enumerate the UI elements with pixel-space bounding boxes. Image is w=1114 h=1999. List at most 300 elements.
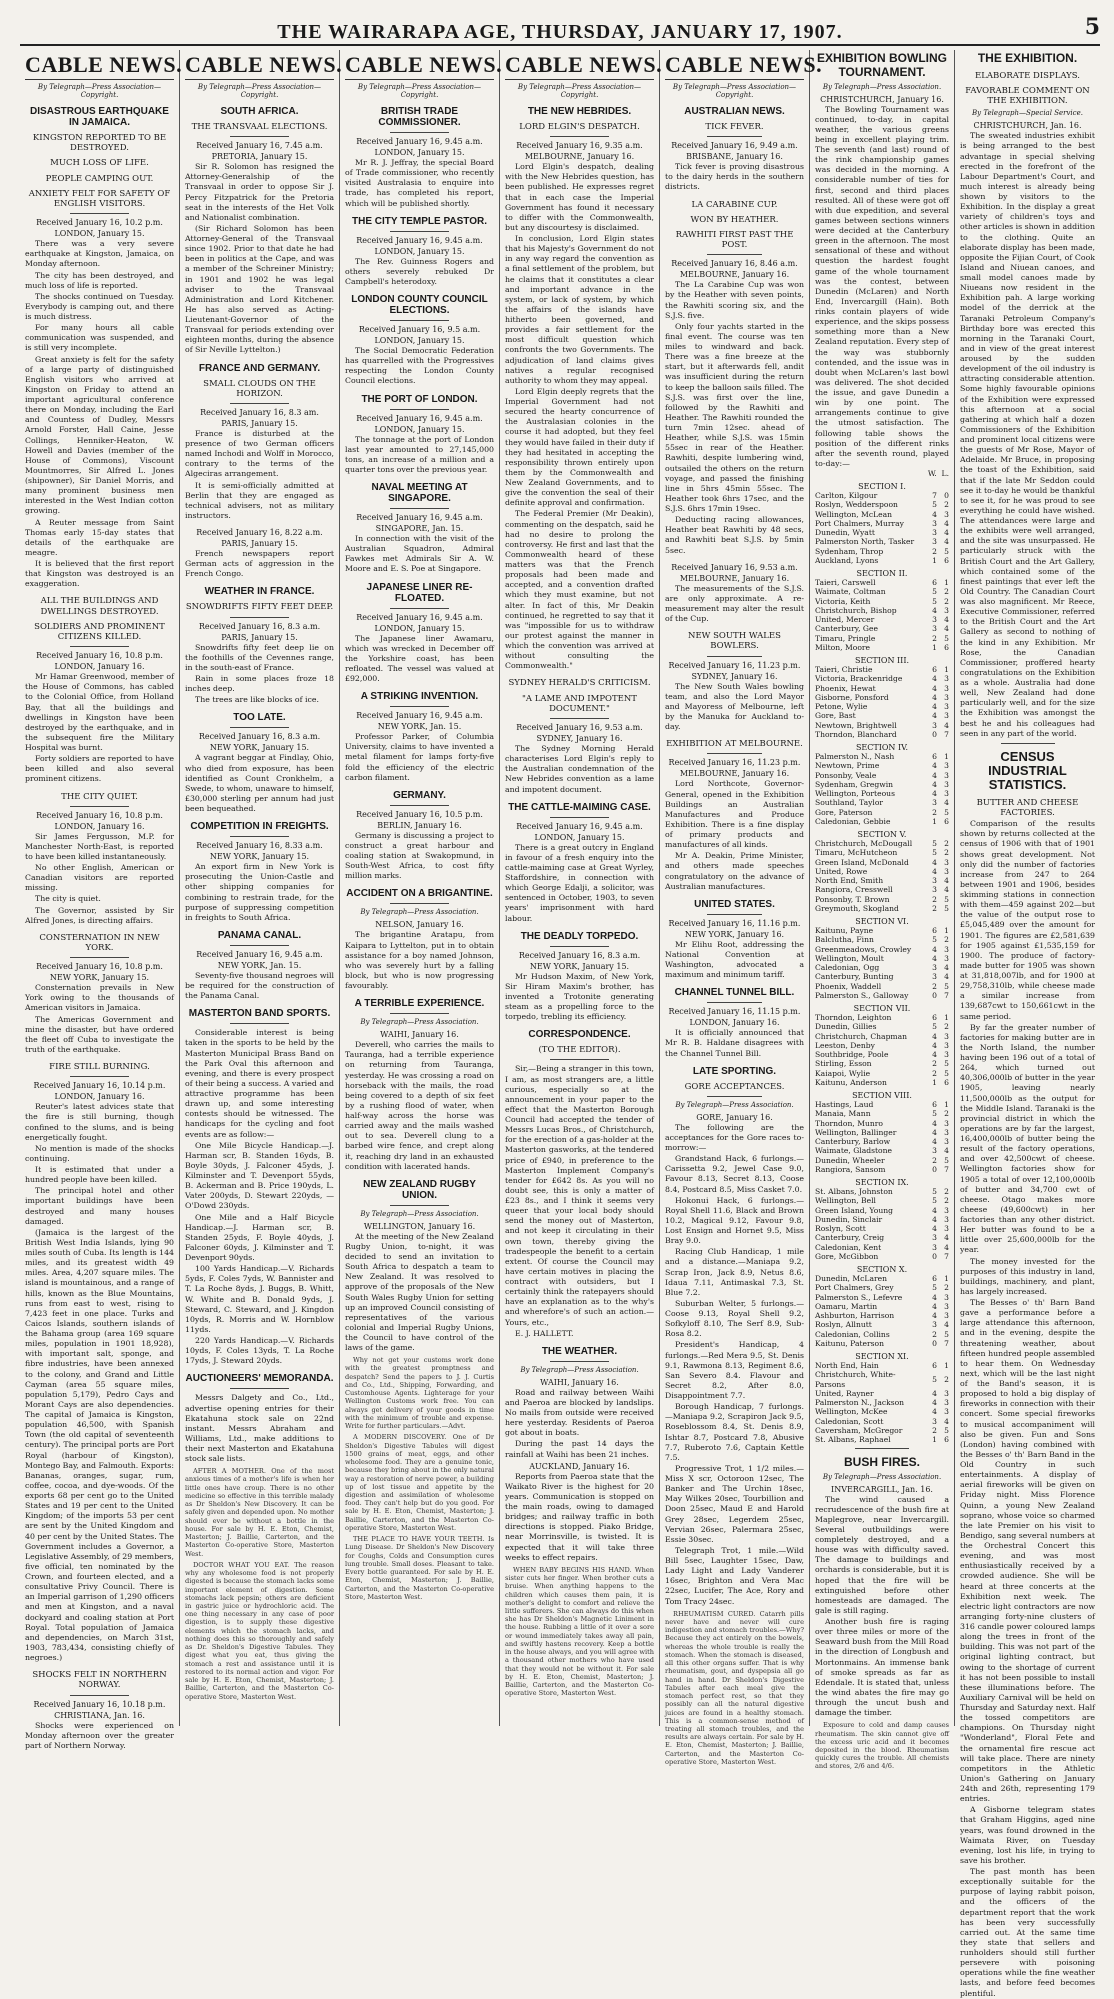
article-measurements bbox=[665, 563, 804, 625]
divider bbox=[390, 320, 450, 321]
wins: 2 bbox=[932, 1059, 937, 1069]
standings-row bbox=[815, 1100, 949, 1109]
wins: 4 bbox=[932, 1398, 937, 1408]
dateline: SYDNEY, January 16. bbox=[691, 671, 778, 681]
club-skip: Caledonian, Kent bbox=[815, 1242, 882, 1252]
losses-label: L. bbox=[941, 469, 949, 479]
club-skip: Balclutha, Finn bbox=[815, 935, 874, 945]
standings-row bbox=[815, 587, 949, 596]
advertisement: Exposure to cold and damp causes rheumatism. The skin cannot give off the excess uric acid and it becomes deposited in the blood. Rheumatism quickly cures the trouble. All chemists and stores, 2/6 and 4/6. bbox=[815, 1721, 949, 1771]
dateline: NEW YORK, January 15. bbox=[529, 961, 630, 971]
standings-row bbox=[815, 1078, 949, 1087]
divider bbox=[390, 508, 450, 509]
wins: 4 bbox=[932, 866, 937, 876]
losses: 3 bbox=[944, 1311, 949, 1321]
wins: 4 bbox=[932, 1388, 937, 1398]
losses: 5 bbox=[944, 903, 949, 913]
article-subheading: ALL THE BUILDINGS AND DWELLINGS DESTROYED. bbox=[40, 596, 159, 617]
paragraph: Progressive Trot, 1 1/2 miles.—Miss X scr, Octoroon 12sec, The Banker and The Urchin 18sec, May Wilkes 20sec, Tourbillion and Doon 25sec, Maud E and Harold Grey 28sec, Legerdem 25sec, Vervian 26sec, Palermara 25sec, Essie 30sec. bbox=[665, 1463, 804, 1544]
club-skip: Wellington, Porteous bbox=[815, 789, 895, 799]
wins: 2 bbox=[932, 633, 937, 643]
wins: 3 bbox=[932, 1416, 937, 1426]
article-title: BUSH FIRES. bbox=[843, 1455, 920, 1470]
wins: 4 bbox=[932, 1407, 937, 1417]
dateline: LONDON, January 15. bbox=[374, 623, 465, 633]
wins: 0 bbox=[932, 729, 937, 739]
club-skip: Wellington, McLean bbox=[815, 509, 893, 519]
wins: 5 bbox=[932, 1374, 937, 1384]
paragraph: A Reuter message from Saint Thomas early 15-day states that details of the earthquake are meagre. bbox=[25, 517, 174, 557]
advertisement: DOCTOR WHAT YOU EAT. The reason why any wholesome food is not properly digested is because the stomach lacks some important element of digestion. Some stomachs lack pepsin; others are deficient in gastric juice or hydrochloric acid. The one thing necessary in any case of poor digestion, is to supply these digestive elements which the stomach lacks, and nothing does this so thoroughly and safely as Dr. Sheldon's Digestive Tabules. They digest what you eat, thus giving the stomach a rest and assistance until it is restored to its normal action and vigor. For sale by H. E. Eton, Chemist, Masterton; J. Baillie, Carterton, and the Masterton Co-operative Store, Masterton West. bbox=[185, 1560, 334, 1701]
club-skip: Ashburton, Harrison bbox=[815, 1311, 895, 1321]
standings-row bbox=[815, 1050, 949, 1059]
club-skip: St. Albans, Raphael bbox=[815, 1435, 891, 1445]
standings-row bbox=[815, 1274, 949, 1283]
byline: By Telegraph—Press Association. bbox=[822, 1472, 942, 1481]
club-skip: Port Chalmers, Grey bbox=[815, 1283, 894, 1293]
cable-news-heading: CABLE NEWS. bbox=[25, 52, 174, 80]
losses: 3 bbox=[944, 770, 949, 780]
paragraph: At the meeting of the New Zealand Rugby Union, to-night, it was decided to send an invitation to South Africa to despatch a team to New Zealand. It was resolved to approve of the proposals of the New South Wales Rugby Union for setting up an improved Council consisting of representatives of the various colonial and Imperial Rugby Unions, the Council to have control of the laws of the game. bbox=[345, 1231, 494, 1353]
losses: 5 bbox=[944, 1425, 949, 1435]
paragraph: The wind caused a recrudescence of the bush fire at Maplegrove, near Invercargill. Several outbuildings were completely destroyed, and a house was with difficulty saved. The damage to buildings and orchards is considerable, but it is hoped that the fire will be extinguished before other homesteads are damaged. The gale is still raging. bbox=[815, 1494, 949, 1615]
paragraph: One Mile and a Half Bicycle Handicap.—J. Harman scr, B. Standen 25yds, F. Boyle 40yds, J. Falconer 60yds, J. Kilminster and T. Devenport 90yds. bbox=[185, 1212, 334, 1262]
club-skip: Petone, Wylie bbox=[815, 702, 868, 712]
article-subheading: WON BY HEATHER. bbox=[690, 214, 779, 225]
losses: 3 bbox=[944, 1398, 949, 1408]
received-line: Received January 16, 9.45 a.m. bbox=[356, 413, 483, 423]
club-skip: St. Albans, Johnston bbox=[815, 1187, 893, 1197]
wins-label: W. bbox=[927, 469, 937, 479]
club-skip: Ponsonby, Veale bbox=[815, 770, 877, 780]
advertisements bbox=[185, 1467, 334, 1701]
losses: 2 bbox=[944, 1187, 949, 1197]
standings-row bbox=[815, 904, 949, 913]
received-line: Received January 16, 9.45 a.m. bbox=[356, 711, 483, 721]
standings-row bbox=[815, 711, 949, 720]
article-brigantine bbox=[345, 888, 494, 991]
club-skip: Taieri, Christie bbox=[815, 665, 873, 675]
divider bbox=[550, 718, 610, 719]
losses: 7 bbox=[944, 729, 949, 739]
wins: 6 bbox=[932, 665, 937, 675]
club-skip: Kaiapoi, Wylie bbox=[815, 1068, 871, 1078]
received-line: Received January 16, 10.5 p.m. bbox=[356, 809, 483, 819]
club-skip: Palmerston N., Nash bbox=[815, 752, 895, 762]
paragraph: (Jamaica is the largest of the British West India Islands, lying 90 miles south of Cuba. Its length is 144 miles, and its greatest width 49 miles. Area, 4,207 square miles. The island is mountainous, and a range of hills, known as the Blue Mountains, runs from east to west, rising to 7,423 feet in one place. Turks and Caicos Islands, southern islands of the Bahama group (area 169 square miles, population in 1901 18,928), with important salt, sponge, and fibre industries, have been annexed to the colony, and Grand and Little Cayman (area 55 square miles, population 5,179), Pedro Cays and Morant Cays are also dependencies. The capital of Jamaica is Kingston, population 46,500, with Spanish Town (the old capital of seventeenth century). The principal ports are Port Royal (harbour of Kingston), Montego Bay, and Falmouth. Exports: Bananas, oranges, sugar, rum, coffee, cocoa, and dye-woods. Of the exports 68 per cent go to the United States and 19 per cent to the United Kingdom; of the imports 53 per cent are sent by the United Kingdom and 40 per cent by the United States. The Government includes a Governor, a Legislative Assembly, of 29 members, five official, ten nominated by the Crown, and fourteen elected, and a consultative Privy Council. There is an Imperial garrison of 1,290 officers and men at Kingston, and a naval dockyard and coaling station at Port Royal. Total population of Jamaica and dependencies, on March 31st, 1903, 783,434, consisting chiefly of negroes.) bbox=[25, 1227, 174, 1662]
wins: 4 bbox=[932, 770, 937, 780]
dateline: PARIS, January 15. bbox=[221, 632, 298, 642]
wins: 6 bbox=[932, 1274, 937, 1284]
standings-row bbox=[815, 721, 949, 730]
received-line: Received January 16, 10.8 p.m. bbox=[36, 651, 163, 661]
paragraph: The city has been destroyed, and much loss of life is reported. bbox=[25, 270, 174, 290]
paragraph: Deverell, who carries the mails to Tauranga, had a terrible experience on returning from Tauranga, yesterday. He was crossing a road on horseback with the mails, the road being covered to a depth of six feet by a rushing flood of water, when half-way across the horse was carried away and the mails washed out to sea. Deverell clung to a barbed wire fence, and crept along it, reaching dry land in an exhausted condition with lacerated hands. bbox=[345, 1040, 494, 1171]
losses: 3 bbox=[944, 857, 949, 867]
standings-row bbox=[815, 1165, 949, 1174]
club-skip: Caversham, McGregor bbox=[815, 1425, 903, 1435]
byline: By Telegraph—Press Association. bbox=[520, 1365, 639, 1374]
article-correspondence bbox=[505, 1029, 654, 1339]
paragraph: The city is quiet. bbox=[35, 894, 101, 904]
losses: 2 bbox=[944, 1374, 949, 1384]
paragraph: Reports from Paeroa state that the Waikato River is the highest for 20 years. Communication is stopped on the main roads, owing to damaged bridges; and railway traffic in both directions is stopped. Piako Bridge, near Morrinsville, is twisted. It is expected that it will take three weeks to effect repairs. bbox=[505, 1471, 654, 1562]
wins: 5 bbox=[932, 1109, 937, 1119]
standings-row bbox=[815, 945, 949, 954]
losses: 2 bbox=[944, 1022, 949, 1032]
standings-row bbox=[815, 867, 949, 876]
wins: 4 bbox=[932, 674, 937, 684]
club-skip: Phoenix, Hewat bbox=[815, 683, 876, 693]
losses: 3 bbox=[944, 1301, 949, 1311]
wins: 5 bbox=[932, 587, 937, 597]
standings-row bbox=[815, 615, 949, 624]
club-skip: Canterbury, Gee bbox=[815, 624, 878, 634]
advertisements bbox=[665, 1610, 804, 1766]
article-subheading: THE TRANSVAAL ELECTIONS. bbox=[191, 122, 328, 132]
standings-row bbox=[815, 1252, 949, 1261]
section-heading: SECTION III. bbox=[854, 656, 910, 666]
article-subheading: ELABORATE DISPLAYS. bbox=[975, 70, 1080, 81]
paragraph: Mr R. J. Jeffray, the special Board of Trade commissioner, who recently visited Australasia to enquire into trade, has completed his report, which will be published shortly. bbox=[345, 158, 494, 208]
club-skip: United, Rayner bbox=[815, 1388, 874, 1398]
losses: 4 bbox=[944, 1320, 949, 1330]
paragraph: Consternation prevails in New York owing to the thousands of American visitors in Jamaica. bbox=[25, 983, 174, 1013]
paragraph: Suburban Welter, 5 furlongs.—Coose 9.13, Royal Shell 9.2, Sofkyloff 8.10, The Serf 8.9, Sub-Rosa 8.2. bbox=[665, 1298, 804, 1339]
article-subheading: THE CITY QUIET. bbox=[61, 791, 138, 802]
standings-table bbox=[815, 491, 949, 565]
article-subheading: TICK FEVER. bbox=[705, 122, 764, 132]
club-skip: Rangiora, Cresswell bbox=[815, 885, 893, 895]
received-line: Received January 16, 8.22 a.m. bbox=[196, 528, 323, 538]
standings-row bbox=[815, 519, 949, 528]
article-subheading: NEW SOUTH WALES BOWLERS. bbox=[688, 631, 781, 652]
losses: 3 bbox=[944, 761, 949, 771]
article-subheading: SNOWDRIFTS FIFTY FEET DEEP. bbox=[185, 602, 334, 613]
standings-row bbox=[815, 885, 949, 894]
article-title: MASTERTON BAND SPORTS. bbox=[188, 1008, 331, 1020]
section-heading: SECTION VII. bbox=[853, 1004, 911, 1014]
wins: 4 bbox=[932, 1301, 937, 1311]
article-city-quiet bbox=[25, 792, 174, 926]
paragraph: Mr Hudson Maxim, of New York, Sir Hiram Maxim's brother, has invented a Trotonite generating steam as a propelling force to the torpedo, trebling its efficiency. bbox=[505, 971, 654, 1022]
section-heading: SECTION IV. bbox=[855, 743, 909, 753]
paragraph: Rain in some places froze 18 inches deep. bbox=[185, 674, 334, 694]
standings-row bbox=[815, 674, 949, 683]
standings-row bbox=[815, 1069, 949, 1078]
paragraph: Messrs Dalgety and Co., Ltd., advertise opening entries for their Ekatahuna stock sale on 22nd instant. Messrs Abraham and Williams, Ltd., make additions to their next Masterton and Ekatahuna stock sale lists. bbox=[185, 1393, 334, 1464]
club-skip: United, Mercer bbox=[815, 615, 875, 625]
wins: 3 bbox=[932, 518, 937, 528]
club-skip: Port Chalmers, Murray bbox=[815, 518, 904, 528]
wins: 2 bbox=[932, 546, 937, 556]
dateline: WELLINGTON, January 16. bbox=[363, 1221, 476, 1231]
standings-row bbox=[815, 1311, 949, 1320]
standings-row bbox=[815, 491, 949, 500]
page-number: 5 bbox=[1084, 14, 1100, 40]
paragraph: Hokonui Hack, 6 furlongs.—Royal Shell 11.6, Black and Brown 10.2, Magical 9.12, Favour 9.8, Lost Ensign and Hornet 9.5, Miss Bray 9.0. bbox=[665, 1195, 804, 1246]
losses: 3 bbox=[944, 1127, 949, 1137]
standings-row bbox=[815, 1137, 949, 1146]
received-line: Received January 16, 9.35 a.m. bbox=[516, 141, 643, 151]
advertisement: WHEN BABY BEGINS HIS HAND. When sister cuts her finger. When brother cuts a bruise. When anything happens to the children which causes them pain, it is mother's delight to comfort and relieve the little sufferers. She can always do this when she has Dr Sheldon's Magnetic Liniment in the house. Rubbing a little of it over a sore or wound immediately takes away all pain, and swiftly hastens recovery. Keep a bottle in the house always, and you will agree with a thousand other mothers who have used that they would not be without it. For sale by H. E. Eton, Chemist, Masterton; J. Baillie, Carterton, and the Masterton Co-operative Store, Masterton West. bbox=[505, 1565, 654, 1698]
club-skip: North End, Hain bbox=[815, 1361, 879, 1371]
losses: 5 bbox=[944, 1329, 949, 1339]
dateline: LONDON, January 15. bbox=[374, 246, 465, 256]
club-skip: Gore, McGibbon bbox=[815, 1251, 879, 1261]
standings-row bbox=[815, 1128, 949, 1137]
divider bbox=[390, 706, 450, 707]
standings-row bbox=[815, 500, 949, 509]
standings-row bbox=[815, 1243, 949, 1252]
club-skip: Kaitunu, Payne bbox=[815, 926, 874, 936]
paragraph: The tonnage at the port of London last year amounted to 27,145,000 tons, an increase of a million and a quarter tons over the previous year. bbox=[345, 434, 494, 474]
losses: 2 bbox=[944, 848, 949, 858]
article-earthquake bbox=[25, 106, 174, 589]
dateline: NEW YORK, January 15. bbox=[209, 743, 310, 753]
exhibition-heading: THE EXHIBITION. bbox=[977, 51, 1078, 65]
club-skip: Gisborne, Ponsford bbox=[815, 692, 889, 702]
byline: By Telegraph—Press Association. bbox=[360, 908, 479, 917]
divider bbox=[707, 136, 763, 137]
article-subheading: FIRE STILL BURNING. bbox=[49, 1062, 150, 1073]
paragraph: It is believed that the first report that Kingston was destroyed is an exaggeration. bbox=[25, 559, 174, 589]
dateline: BERLIN, January 16. bbox=[377, 820, 462, 830]
paragraph: The principal hotel and other important buildings have been destroyed and many houses damaged. bbox=[25, 1186, 174, 1226]
losses: 4 bbox=[944, 518, 949, 528]
article-title: THE NEW HEBRIDES. bbox=[527, 106, 632, 117]
wins: 1 bbox=[932, 642, 937, 652]
received-line: Received January 16, 10.8 p.m. bbox=[36, 810, 163, 820]
standings-row bbox=[815, 1398, 949, 1407]
page-columns bbox=[20, 50, 1100, 1998]
wins: 4 bbox=[932, 1214, 937, 1224]
divider bbox=[70, 957, 130, 958]
dateline: PARIS, January 15. bbox=[221, 418, 298, 428]
losses: 3 bbox=[944, 779, 949, 789]
advertisement: AFTER A MOTHER. One of the most anxious times of a mother's life is when her little ones have croup. There is no other medicine so effective in this terrible malady as Dr Sheldon's New Discovery. It can be safely given and depended upon. No mother should ever be without a bottle in the house. For sale by H. E. Eton, Chemist, Masterton; J. Baillie, Carterton, and the Masterton Co-operative Store, Masterton West. bbox=[185, 1467, 334, 1558]
paragraph: The Japanese liner Awamaru, which was wrecked in December off the Yorkshire coast, has been refloated. The vessel was valued at £92,000. bbox=[345, 633, 494, 683]
club-skip: Green Island, McDonald bbox=[815, 857, 909, 867]
standings-table bbox=[815, 1013, 949, 1087]
section-heading: SECTION I. bbox=[858, 482, 906, 492]
article-title: WEATHER IN FRANCE. bbox=[204, 586, 315, 598]
newspaper-title: THE WAIRARAPA AGE, THURSDAY, JANUARY 17, 1907. bbox=[277, 21, 843, 43]
club-skip: Leeston, Denby bbox=[815, 1040, 875, 1050]
divider bbox=[390, 608, 450, 609]
cable-news-heading: CABLE NEWS. bbox=[345, 52, 494, 80]
losses: 2 bbox=[944, 839, 949, 849]
paragraph: Comparison of the results shown by returns collected at the census of 1906 with that of 1901 shows great development. Not only did the number of factories increase from 247 to 264 between 1901 and 1906, besides skimming stations in connection with them—459 against 202—but the value of the output rose to £5,045,489 over the amount for 1901. The figures are £2,581,639 for 1905 against £1,535,159 for 1900. The produce of factory-made butter for 1905 was shown at 31,818,007lb, and for 1900 at 29,758,310lb, while cheese made a similar increase from 139,687cwt to 150,661cwt in the same period. bbox=[960, 819, 1095, 1021]
paragraph: E. J. HALLETT. bbox=[515, 1328, 574, 1338]
wins: 4 bbox=[932, 711, 937, 721]
dateline: MELBOURNE, January 16. bbox=[679, 270, 790, 280]
article-subheading: CONSTERNATION IN NEW YORK. bbox=[39, 932, 160, 953]
article-title: NAVAL MEETING AT SINGAPORE. bbox=[371, 482, 468, 504]
standings-row bbox=[815, 1339, 949, 1348]
standings-table bbox=[815, 665, 949, 739]
paragraph: Mr Hamar Greenwood, member of the House of Commons, has cabled to the Colonial Office, from Holland Bay, that all the buildings and dwellings in Kingston have been destroyed by the earthquake, and in the subsequent fire the Military Hospital was burnt. bbox=[25, 672, 174, 752]
standings-table bbox=[815, 1274, 949, 1348]
standings-row bbox=[815, 537, 949, 546]
standings-row bbox=[815, 1283, 949, 1292]
article-cattle-maiming bbox=[505, 802, 654, 924]
wins: 2 bbox=[932, 1425, 937, 1435]
dateline: LONDON, January 16. bbox=[54, 662, 145, 672]
dateline: NEW YORK, January 15. bbox=[49, 973, 150, 983]
wins: 5 bbox=[932, 1187, 937, 1197]
dateline: WAIHI, January 16. bbox=[540, 1377, 619, 1387]
standings-row bbox=[815, 1361, 949, 1370]
divider bbox=[230, 403, 290, 404]
losses: 6 bbox=[944, 1077, 949, 1087]
club-skip: Roslyn, Wedderspoon bbox=[815, 500, 898, 510]
standings-row bbox=[815, 1407, 949, 1416]
cable-news-heading: CABLE NEWS. bbox=[505, 52, 654, 80]
divider bbox=[230, 1023, 290, 1024]
club-skip: Rangiora, Sansom bbox=[815, 1164, 886, 1174]
article-bush-fires bbox=[815, 1456, 949, 1770]
club-skip: Hastings, Laud bbox=[815, 1100, 874, 1110]
dateline: PARIS, January 15. bbox=[221, 539, 298, 549]
dateline: CHRISTIANA, Jan. 16. bbox=[54, 1710, 145, 1720]
paragraph: For many hours all cable communication was suspended, and is still very incomplete. bbox=[25, 323, 174, 353]
club-skip: Dunedin, Sinclair bbox=[815, 1214, 883, 1224]
club-skip: Palmerston N., Jackson bbox=[815, 1398, 905, 1408]
article-germany bbox=[345, 790, 494, 882]
divider bbox=[390, 231, 450, 232]
standings-row bbox=[815, 1320, 949, 1329]
losses: 5 bbox=[944, 894, 949, 904]
club-skip: Dunedin, Wheeler bbox=[815, 1155, 885, 1165]
standings-row bbox=[815, 1206, 949, 1215]
club-skip: Thorndon, Leighton bbox=[815, 1013, 892, 1023]
standings-row bbox=[815, 578, 949, 587]
standings-row bbox=[815, 1293, 949, 1302]
wins: 4 bbox=[932, 944, 937, 954]
paragraph: The shocks continued on Tuesday. Everybody is camping out, and there is much distress. bbox=[25, 291, 174, 321]
wins: 6 bbox=[932, 1100, 937, 1110]
article-title: TOO LATE. bbox=[233, 712, 286, 724]
standings-row bbox=[815, 1330, 949, 1339]
club-skip: Christchurch, White-Parsons bbox=[815, 1370, 896, 1389]
article-subheading: LORD ELGIN'S DESPATCH. bbox=[519, 122, 640, 132]
divider bbox=[550, 817, 610, 818]
losses: 4 bbox=[944, 1242, 949, 1252]
losses: 1 bbox=[944, 926, 949, 936]
standings-table bbox=[815, 1361, 949, 1444]
losses: 5 bbox=[944, 1155, 949, 1165]
paragraph: The trees are like blocks of ice. bbox=[195, 695, 319, 705]
received-line: Received January 16, 9.45 a.m. bbox=[196, 949, 323, 959]
wins: 6 bbox=[932, 578, 937, 588]
article-late-sporting bbox=[665, 1066, 804, 1607]
wins: 3 bbox=[932, 1242, 937, 1252]
paragraph: Grandstand Hack, 6 furlongs.—Carissetta 9.2, Jewel Case 9.0, Favour 8.13, Secret 8.13, Coose 8.4, Postcard 8.5, Miss Casket 7.0. bbox=[665, 1154, 804, 1194]
article-title: COMPETITION IN FREIGHTS. bbox=[190, 821, 329, 833]
standings-row bbox=[815, 817, 949, 826]
census-heading: CENSUS INDUSTRIAL STATISTICS. bbox=[988, 748, 1067, 793]
club-skip: Gore, Paterson bbox=[815, 807, 873, 817]
received-line: Received January 16, 8.3 a.m. bbox=[198, 732, 321, 742]
wins: 4 bbox=[932, 953, 937, 963]
standings-row bbox=[815, 1119, 949, 1128]
losses: 3 bbox=[944, 692, 949, 702]
article-subheading: BUTTER AND CHEESE FACTORIES. bbox=[976, 797, 1079, 818]
paragraph: Another bush fire is raging over three miles or more of the Seaward bush from the Mill Road in the direction of Longbush and Mortonmains. An immense bank of smoke spreads as far as Edendale. It is stated that, unless the wind abates the fire may go through the uncut bush and damage the timber. bbox=[815, 1617, 949, 1718]
wins: 1 bbox=[932, 1077, 937, 1087]
paragraph: Forty soldiers are reported to have been killed and also several prominent citizens. bbox=[25, 754, 174, 784]
paragraph: One Mile Bicycle Handicap.—J. Harman scr, B. Standen 16yds, B. Boyle 30yds, J. Falconer 45yds, J. Kilminster and T. Devenport 55yds, B. Ackerman and B. Price 190yds, L. Vater 200yds, D. Stewart 220yds, —O'Dowd 230yds. bbox=[185, 1140, 334, 1211]
losses: 3 bbox=[944, 711, 949, 721]
wins: 5 bbox=[932, 935, 937, 945]
standings-row bbox=[815, 972, 949, 981]
divider bbox=[390, 409, 450, 410]
losses: 4 bbox=[944, 885, 949, 895]
wins: 4 bbox=[932, 1311, 937, 1321]
paragraph: By far the greater number of factories for making butter are in the North Island, the number having been 196 out of a total of 264, which turned out 40,306,000lb of butter in the year 1905, leaving nearly 11,500,000lb as the output for the Middle Island. Taranaki is the provincial district in which the operations are by far the largest, 16,400,000lb of butter being the result of the factory operations, and over 42,500cwt of cheese. Wellington factories show for 1905 a total of over 12,100,000lb of butter and 34,700 cwt of cheese. Otago makes more cheese (49,600cwt) in her factories than any other district. Her butter was found to be a little over 25,600,000lb for the year. bbox=[960, 1022, 1095, 1255]
wins: 2 bbox=[932, 1068, 937, 1078]
standings-row bbox=[815, 926, 949, 935]
wins: 5 bbox=[932, 1196, 937, 1206]
paragraph: Germany is discussing a project to construct a great harbour and coaling station at Swakopmund, in South-West Africa, to cost fifty million marks. bbox=[345, 830, 494, 881]
club-skip: Palmerston S., Lefevre bbox=[815, 1292, 903, 1302]
paragraph: It is officially announced that Mr R. B. Haldane disagrees with the Channel Tunnel Bill. bbox=[665, 1028, 804, 1058]
cable-news-heading: CABLE NEWS. bbox=[665, 52, 804, 80]
club-skip: Christchurch, Bishop bbox=[815, 605, 897, 615]
club-skip: Green Island, Young bbox=[815, 1205, 893, 1215]
standings-row bbox=[815, 798, 949, 807]
article-subheading: ANXIETY FELT FOR SAFETY OF ENGLISH VISITORS. bbox=[28, 188, 171, 209]
club-skip: Ponsonby, T. Brown bbox=[815, 894, 890, 904]
standings-row bbox=[815, 761, 949, 770]
byline: By Telegraph—Press Association—Copyright. bbox=[197, 83, 322, 99]
standings-row bbox=[815, 1032, 949, 1041]
standings-row bbox=[815, 935, 949, 944]
section-heading: SECTION VI. bbox=[855, 917, 909, 927]
standings-row bbox=[815, 1370, 949, 1389]
paragraph: In connection with the visit of the Australian Squadron, Admiral Fawkes met Admirals Sir A. W. Moore and E. S. Poe at Singapore. bbox=[345, 534, 494, 574]
paragraph: The New South Wales bowling team, and also the Lord Mayor and Mayoress of Melbourne, left by the Manuka for Auckland to-day. bbox=[665, 681, 804, 732]
club-skip: Wellington, Ballinger bbox=[815, 1127, 897, 1137]
standings-table bbox=[815, 752, 949, 826]
losses: 2 bbox=[944, 587, 949, 597]
article-subheading: SMALL CLOUDS ON THE HORIZON. bbox=[203, 378, 316, 399]
losses: 2 bbox=[944, 596, 949, 606]
wins: 5 bbox=[932, 500, 937, 510]
paragraph: Considerable interest is being taken in the sports to be held by the Masterton Municipal Brass Band on the Park Oval this afternoon and evening, and there is every prospect of their being a success. A varied and attractive programme has been drawn up, and some interesting contests should be witnessed. The handicaps for the cycling and foot events are as follow:— bbox=[185, 1028, 334, 1139]
column-4 bbox=[500, 50, 663, 1726]
section-heading: SECTION II. bbox=[856, 569, 908, 579]
divider bbox=[70, 806, 130, 807]
byline: By Telegraph—Press Association. bbox=[675, 1100, 794, 1109]
losses: 1 bbox=[944, 665, 949, 675]
column-5 bbox=[660, 50, 823, 1766]
losses: 7 bbox=[944, 990, 949, 1000]
article-trade-commissioner bbox=[345, 106, 494, 209]
cable-news-heading: CABLE NEWS. bbox=[185, 52, 334, 80]
divider bbox=[230, 727, 290, 728]
dateline: NEW YORK, January 15. bbox=[209, 852, 310, 862]
paragraph: The money invested for the purposes of this industry in land, buildings, machinery, and plant, has largely increased. bbox=[960, 1256, 1095, 1296]
club-skip: Waimate, Gladstone bbox=[815, 1146, 892, 1156]
wins: 4 bbox=[932, 1118, 937, 1128]
losses: 3 bbox=[944, 1407, 949, 1417]
exhibition-body bbox=[960, 131, 1095, 739]
bowling-heading: EXHIBITION BOWLING TOURNAMENT. bbox=[817, 51, 947, 79]
standings-row bbox=[815, 1302, 949, 1311]
standings-table bbox=[815, 839, 949, 913]
